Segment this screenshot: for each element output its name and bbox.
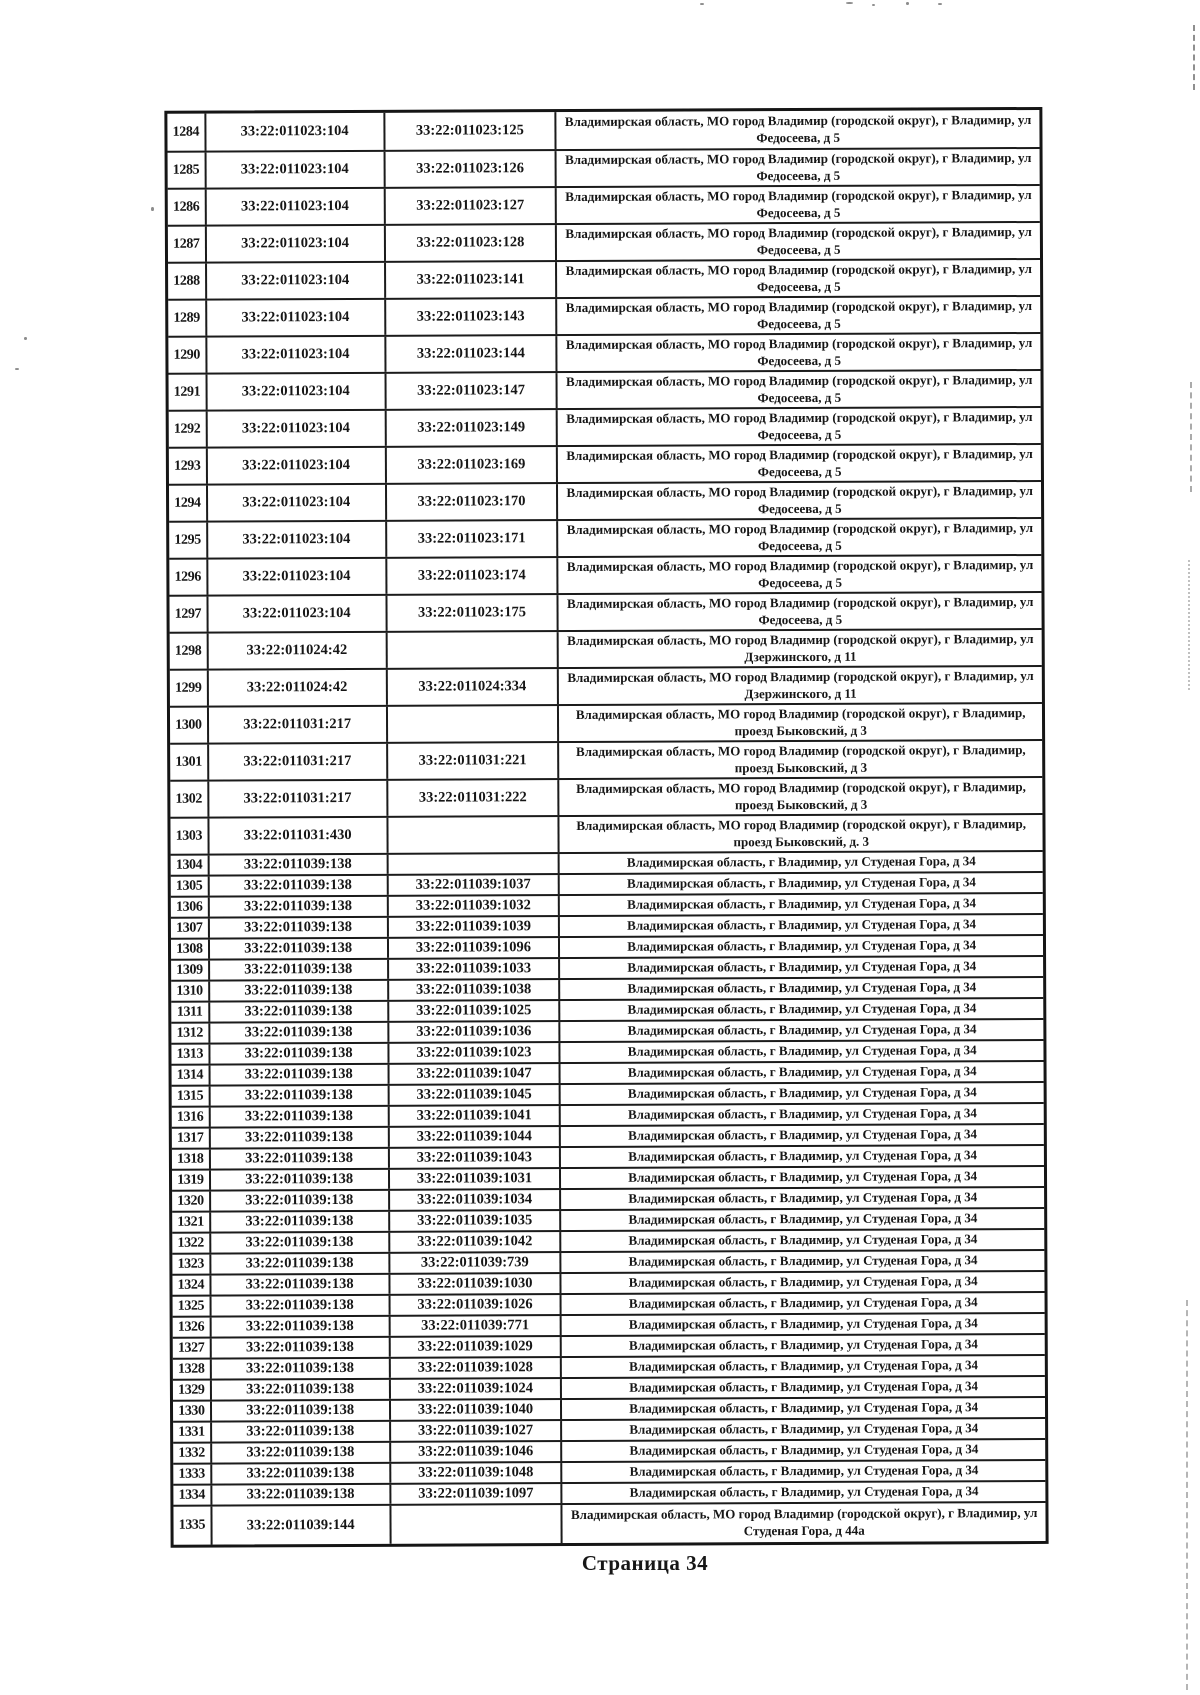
row-number-cell: 1296	[174, 569, 202, 585]
address-cell: Владимирская область, г Владимир, ул Студеная Гора, д 34	[559, 1167, 1044, 1188]
table-row	[172, 1144, 1044, 1169]
address-cell: Владимирская область, МО город Владимир (городской округ), г Владимир, ул Федосеева, д 5	[556, 334, 1041, 371]
parent-cadastral-cell: 33:22:011039:138	[210, 1380, 389, 1400]
table-row	[170, 665, 1042, 706]
table-row	[171, 1039, 1043, 1064]
table-row	[171, 934, 1043, 959]
parent-cadastral-cell: 33:22:011039:138	[210, 1359, 389, 1379]
table-row	[173, 1291, 1045, 1316]
row-number-cell: 1299	[175, 680, 202, 696]
parent-cadastral-cell: 33:22:011039:138	[209, 1275, 388, 1295]
address-cell: Владимирская область, г Владимир, ул Студеная Гора, д 34	[560, 1398, 1045, 1419]
child-cadastral-cell: 33:22:011039:1031	[388, 1169, 560, 1189]
parent-cadastral-cell: 33:22:011039:138	[209, 1317, 388, 1337]
child-cadastral-cell: 33:22:011023:169	[384, 447, 556, 483]
child-cadastral-cell: 33:22:011031:221	[386, 743, 558, 779]
table-row	[173, 1480, 1045, 1505]
row-number-cell: 1308	[176, 941, 203, 957]
parent-cadastral-cell: 33:22:011024:42	[207, 670, 386, 706]
table-row	[171, 850, 1043, 875]
table-row	[173, 1396, 1045, 1421]
scan-speck	[15, 368, 19, 370]
table-row	[171, 1018, 1043, 1043]
parent-cadastral-cell: 33:22:011023:104	[205, 411, 384, 447]
child-cadastral-cell: 33:22:011023:125	[383, 112, 555, 150]
table-row	[173, 1459, 1045, 1484]
row-number-cell: 1287	[173, 236, 200, 252]
address-cell: Владимирская область, МО город Владимир (городской округ), г Владимир, ул Федосеева, д 5	[555, 149, 1040, 186]
child-cadastral-cell: 33:22:011023:171	[385, 521, 557, 557]
parent-cadastral-cell: 33:22:011039:138	[209, 1254, 388, 1274]
parent-cadastral-cell: 33:22:011023:104	[206, 559, 385, 595]
address-cell: Владимирская область, МО город Владимир (городской округ), г Владимир, ул Федосеева, д 5	[555, 186, 1040, 223]
table-row	[172, 1207, 1044, 1232]
table-row	[172, 1228, 1044, 1253]
table-row	[172, 1081, 1044, 1106]
table-row	[173, 1375, 1045, 1400]
child-cadastral-cell: 33:22:011039:1034	[388, 1190, 560, 1210]
address-cell: Владимирская область, г Владимир, ул Студеная Гора, д 34	[559, 1020, 1044, 1041]
child-cadastral-cell: 33:22:011039:1039	[386, 917, 558, 937]
table-row	[172, 1060, 1044, 1085]
child-cadastral-cell: 33:22:011039:1048	[389, 1463, 561, 1483]
child-cadastral-cell	[389, 1505, 561, 1544]
row-number-cell: 1284	[172, 124, 200, 140]
address-cell: Владимирская область, МО город Владимир (городской округ), г Владимир, ул Дзержинского, д 11	[557, 667, 1042, 704]
parent-cadastral-cell: 33:22:011023:104	[204, 113, 383, 151]
table-row	[169, 517, 1041, 558]
address-cell: Владимирская область, г Владимир, ул Студеная Гора, д 34	[560, 1335, 1045, 1356]
table-row	[172, 1270, 1044, 1295]
address-cell: Владимирская область, МО город Владимир (городской округ), г Владимир, ул Федосеева, д 5	[556, 445, 1041, 482]
scan-speck	[151, 207, 154, 211]
address-cell: Владимирская область, МО город Владимир (городской округ), г Владимир, проезд Быковский, д 3	[558, 778, 1043, 815]
child-cadastral-cell: 33:22:011039:1041	[387, 1106, 559, 1126]
child-cadastral-cell: 33:22:011039:739	[388, 1253, 560, 1273]
row-number-cell: 1319	[177, 1172, 204, 1188]
address-cell: Владимирская область, МО город Владимир (городской округ), г Владимир, ул Федосеева, д 5	[557, 593, 1042, 630]
table-row	[172, 1165, 1044, 1190]
parent-cadastral-cell: 33:22:011023:104	[204, 152, 383, 188]
parent-cadastral-cell: 33:22:011039:138	[209, 1296, 388, 1316]
row-number-cell: 1291	[173, 384, 201, 400]
child-cadastral-cell: 33:22:011023:149	[384, 410, 556, 446]
parent-cadastral-cell: 33:22:011039:138	[207, 855, 386, 875]
table-row	[169, 406, 1041, 447]
child-cadastral-cell	[386, 854, 558, 874]
row-number-cell: 1295	[174, 532, 201, 548]
page-number: Страница 34	[581, 1551, 709, 1575]
parent-cadastral-cell: 33:22:011039:138	[210, 1464, 389, 1484]
child-cadastral-cell: 33:22:011039:1023	[387, 1043, 559, 1063]
address-cell: Владимирская область, г Владимир, ул Студеная Гора, д 34	[559, 999, 1044, 1020]
address-cell: Владимирская область, г Владимир, ул Студеная Гора, д 34	[559, 1062, 1044, 1083]
row-number-cell: 1300	[175, 717, 202, 733]
child-cadastral-cell: 33:22:011039:1025	[387, 1001, 559, 1021]
address-cell: Владимирская область, г Владимир, ул Студеная Гора, д 34	[560, 1356, 1045, 1377]
address-cell: Владимирская область, МО город Владимир (городской округ), г Владимир, проезд Быковский, д 3	[557, 704, 1042, 741]
row-number-cell: 1314	[176, 1067, 204, 1083]
table-row	[168, 184, 1040, 225]
parent-cadastral-cell: 33:22:011039:138	[210, 1485, 389, 1505]
table-row	[170, 739, 1042, 780]
parent-cadastral-cell: 33:22:011039:138	[210, 1401, 389, 1421]
child-cadastral-cell	[385, 632, 557, 668]
row-number-cell: 1323	[177, 1256, 205, 1272]
parent-cadastral-cell: 33:22:011023:104	[205, 300, 384, 336]
table-row	[168, 147, 1040, 188]
address-cell: Владимирская область, г Владимир, ул Студеная Гора, д 34	[559, 1188, 1044, 1209]
row-number-cell: 1321	[177, 1214, 204, 1230]
address-cell: Владимирская область, г Владимир, ул Студеная Гора, д 34	[560, 1209, 1045, 1230]
parent-cadastral-cell: 33:22:011039:144	[210, 1506, 389, 1545]
parent-cadastral-cell: 33:22:011023:104	[205, 226, 384, 262]
scan-speck	[906, 2, 909, 5]
child-cadastral-cell: 33:22:011039:1029	[388, 1337, 560, 1357]
row-number-cell: 1312	[176, 1025, 203, 1041]
table-row	[171, 892, 1043, 917]
address-cell: Владимирская область, г Владимир, ул Студеная Гора, д 34	[559, 1041, 1044, 1062]
table-body	[164, 107, 1048, 1548]
address-cell: Владимирская область, г Владимир, ул Студеная Гора, д 34	[558, 873, 1043, 894]
child-cadastral-cell: 33:22:011023:126	[383, 151, 555, 187]
parent-cadastral-cell: 33:22:011039:138	[208, 939, 387, 959]
child-cadastral-cell: 33:22:011023:141	[384, 262, 556, 298]
address-cell: Владимирская область, г Владимир, ул Студеная Гора, д 34	[558, 957, 1043, 978]
table-row	[172, 1249, 1044, 1274]
table-row	[170, 813, 1042, 854]
parent-cadastral-cell: 33:22:011039:138	[208, 1023, 387, 1043]
parent-cadastral-cell: 33:22:011039:138	[210, 1422, 389, 1442]
row-number-cell: 1292	[173, 421, 201, 437]
address-cell: Владимирская область, МО город Владимир (городской округ), г Владимир, ул Федосеева, д 5	[556, 482, 1041, 519]
table-row	[168, 221, 1040, 262]
parent-cadastral-cell: 33:22:011023:104	[206, 485, 385, 521]
child-cadastral-cell: 33:22:011023:128	[383, 225, 555, 261]
row-number-cell: 1329	[178, 1382, 205, 1398]
parent-cadastral-cell: 33:22:011031:430	[207, 818, 386, 854]
child-cadastral-cell: 33:22:011039:1046	[389, 1442, 561, 1462]
address-cell: Владимирская область, МО город Владимир (городской округ), г Владимир, проезд Быковский, д. 3	[558, 815, 1043, 852]
row-number-cell: 1305	[175, 878, 203, 894]
row-number-cell: 1333	[178, 1466, 205, 1482]
row-number-cell: 1324	[177, 1277, 205, 1293]
row-number-cell: 1327	[177, 1340, 205, 1356]
parent-cadastral-cell: 33:22:011039:138	[209, 1128, 388, 1148]
row-number-cell: 1315	[176, 1088, 204, 1104]
child-cadastral-cell: 33:22:011039:1043	[387, 1148, 559, 1168]
child-cadastral-cell: 33:22:011039:1030	[388, 1274, 560, 1294]
address-cell: Владимирская область, г Владимир, ул Студеная Гора, д 34	[559, 978, 1044, 999]
scan-artifact-line	[1186, 1300, 1188, 1690]
table-row	[168, 295, 1040, 336]
parent-cadastral-cell: 33:22:011023:104	[205, 337, 384, 373]
parent-cadastral-cell: 33:22:011023:104	[206, 522, 385, 558]
parent-cadastral-cell: 33:22:011039:138	[208, 960, 387, 980]
row-number-cell: 1334	[178, 1487, 206, 1503]
scan-speck	[24, 337, 27, 340]
row-number-cell: 1302	[175, 791, 202, 807]
child-cadastral-cell: 33:22:011039:1038	[387, 980, 559, 1000]
child-cadastral-cell: 33:22:011039:1024	[388, 1379, 560, 1399]
address-cell: Владимирская область, г Владимир, ул Студеная Гора, д 34	[558, 915, 1043, 936]
address-cell: Владимирская область, г Владимир, ул Студеная Гора, д 34	[560, 1230, 1045, 1251]
address-cell: Владимирская область, г Владимир, ул Студеная Гора, д 34	[559, 1146, 1044, 1167]
scan-artifact-line	[1190, 382, 1192, 492]
child-cadastral-cell: 33:22:011039:1036	[387, 1022, 559, 1042]
parent-cadastral-cell: 33:22:011023:104	[206, 448, 385, 484]
row-number-cell: 1320	[177, 1193, 204, 1209]
row-number-cell: 1306	[175, 899, 203, 915]
parent-cadastral-cell: 33:22:011023:104	[205, 374, 384, 410]
row-number-cell: 1326	[177, 1319, 205, 1335]
address-cell: Владимирская область, МО город Владимир (городской округ), г Владимир, ул Федосеева, д 5	[556, 297, 1041, 334]
table-row	[169, 591, 1041, 632]
child-cadastral-cell: 33:22:011023:170	[385, 484, 557, 520]
row-number-cell: 1288	[173, 273, 200, 289]
address-cell: Владимирская область, МО город Владимир (городской округ), г Владимир, ул Федосеева, д 5	[557, 519, 1042, 556]
table-row	[171, 955, 1043, 980]
child-cadastral-cell: 33:22:011039:1096	[387, 938, 559, 958]
address-cell: Владимирская область, г Владимир, ул Студеная Гора, д 34	[558, 894, 1043, 915]
parent-cadastral-cell: 33:22:011024:42	[206, 633, 385, 669]
child-cadastral-cell: 33:22:011039:1027	[389, 1421, 561, 1441]
scan-speck	[872, 4, 875, 6]
address-cell: Владимирская область, г Владимир, ул Студеная Гора, д 34	[561, 1461, 1046, 1482]
parent-cadastral-cell: 33:22:011023:104	[205, 263, 384, 299]
row-number-cell: 1318	[177, 1151, 204, 1167]
row-number-cell: 1332	[178, 1445, 205, 1461]
address-cell: Владимирская область, г Владимир, ул Студеная Гора, д 34	[559, 1083, 1044, 1104]
scan-artifact-line	[1188, 560, 1190, 690]
scan-speck	[700, 3, 704, 5]
parent-cadastral-cell: 33:22:011039:138	[208, 897, 387, 917]
table-row	[173, 1354, 1045, 1379]
child-cadastral-cell: 33:22:011039:771	[388, 1316, 560, 1336]
address-cell: Владимирская область, МО город Владимир (городской округ), г Владимир, ул Федосеева, д 5	[555, 260, 1040, 297]
scan-speck	[846, 2, 853, 4]
table-row	[171, 976, 1043, 1001]
table-row	[169, 554, 1041, 595]
row-number-cell: 1317	[176, 1130, 204, 1146]
parent-cadastral-cell: 33:22:011039:138	[209, 1338, 388, 1358]
address-cell: Владимирская область, МО город Владимир (городской округ), г Владимир, ул Федосеева, д 5	[556, 408, 1041, 445]
address-cell: Владимирская область, г Владимир, ул Студеная Гора, д 34	[560, 1377, 1045, 1398]
row-number-cell: 1307	[176, 920, 203, 936]
row-number-cell: 1290	[173, 347, 201, 363]
address-cell: Владимирская область, г Владимир, ул Студеная Гора, д 34	[561, 1440, 1046, 1461]
row-number-cell: 1316	[176, 1109, 204, 1125]
row-number-cell: 1311	[176, 1004, 203, 1020]
parent-cadastral-cell: 33:22:011039:138	[208, 1002, 387, 1022]
page-footer	[170, 1551, 1048, 1576]
parent-cadastral-cell: 33:22:011023:104	[204, 189, 383, 225]
address-cell: Владимирская область, г Владимир, ул Студеная Гора, д 34	[560, 1314, 1045, 1335]
child-cadastral-cell: 33:22:011023:175	[385, 595, 557, 631]
address-cell: Владимирская область, г Владимир, ул Студеная Гора, д 34	[560, 1293, 1045, 1314]
row-number-cell: 1303	[175, 828, 203, 844]
child-cadastral-cell: 33:22:011039:1047	[387, 1064, 559, 1084]
row-number-cell: 1309	[176, 962, 203, 978]
child-cadastral-cell: 33:22:011039:1028	[388, 1358, 560, 1378]
table-row	[169, 443, 1041, 484]
cadastral-table	[164, 107, 1048, 1548]
table-row	[173, 1438, 1045, 1463]
parent-cadastral-cell: 33:22:011039:138	[210, 1443, 389, 1463]
child-cadastral-cell: 33:22:011039:1033	[387, 959, 559, 979]
row-number-cell: 1325	[177, 1298, 205, 1314]
table-row	[169, 480, 1041, 521]
address-cell: Владимирская область, г Владимир, ул Студеная Гора, д 34	[558, 852, 1043, 873]
address-cell: Владимирская область, МО город Владимир (городской округ), г Владимир, ул Федосеева, д 5	[555, 223, 1040, 260]
row-number-cell: 1335	[178, 1517, 206, 1533]
address-cell: Владимирская область, г Владимир, ул Студеная Гора, д 34	[559, 1104, 1044, 1125]
address-cell: Владимирская область, МО город Владимир (городской округ), г Владимир, ул Федосеева, д 5	[555, 110, 1040, 149]
child-cadastral-cell: 33:22:011023:144	[384, 336, 556, 372]
table-row	[172, 1102, 1044, 1127]
child-cadastral-cell: 33:22:011039:1032	[386, 896, 558, 916]
row-number-cell: 1294	[174, 495, 201, 511]
address-cell: Владимирская область, г Владимир, ул Студеная Гора, д 34	[559, 1125, 1044, 1146]
row-number-cell: 1301	[175, 754, 202, 770]
table-row	[167, 110, 1039, 151]
parent-cadastral-cell: 33:22:011039:138	[208, 1086, 387, 1106]
table-row	[171, 871, 1043, 896]
table-row	[168, 332, 1040, 373]
parent-cadastral-cell: 33:22:011039:138	[208, 981, 387, 1001]
parent-cadastral-cell: 33:22:011039:138	[207, 876, 386, 896]
table-row	[173, 1501, 1045, 1545]
address-cell: Владимирская область, г Владимир, ул Студеная Гора, д 34	[561, 1482, 1046, 1503]
child-cadastral-cell	[386, 817, 558, 853]
row-number-cell: 1289	[173, 310, 200, 326]
parent-cadastral-cell: 33:22:011031:217	[207, 781, 386, 817]
address-cell: Владимирская область, МО город Владимир (городской округ), г Владимир, ул Студеная Гора, д 44а	[561, 1503, 1046, 1543]
child-cadastral-cell: 33:22:011039:1097	[389, 1484, 561, 1504]
address-cell: Владимирская область, г Владимир, ул Студеная Гора, д 34	[560, 1251, 1045, 1272]
row-number-cell: 1304	[175, 857, 203, 873]
address-cell: Владимирская область, г Владимир, ул Студеная Гора, д 34	[560, 1272, 1045, 1293]
child-cadastral-cell: 33:22:011039:1045	[387, 1085, 559, 1105]
table-row	[170, 702, 1042, 743]
parent-cadastral-cell: 33:22:011039:138	[208, 1107, 387, 1127]
parent-cadastral-cell: 33:22:011039:138	[208, 1065, 387, 1085]
address-cell: Владимирская область, МО город Владимир (городской округ), г Владимир, ул Федосеева, д 5	[557, 556, 1042, 593]
address-cell: Владимирская область, МО город Владимир (городской округ), г Владимир, ул Федосеева, д 5	[556, 371, 1041, 408]
parent-cadastral-cell: 33:22:011039:138	[209, 1149, 388, 1169]
table-row	[172, 1123, 1044, 1148]
row-number-cell: 1313	[176, 1046, 204, 1062]
parent-cadastral-cell: 33:22:011039:138	[208, 1044, 387, 1064]
parent-cadastral-cell: 33:22:011039:138	[209, 1212, 388, 1232]
table-row	[173, 1312, 1045, 1337]
scan-artifact-line	[1193, 25, 1195, 90]
table-row	[168, 258, 1040, 299]
address-cell: Владимирская область, МО город Владимир (городской округ), г Владимир, проезд Быковский, д 3	[557, 741, 1042, 778]
row-number-cell: 1330	[178, 1403, 205, 1419]
parent-cadastral-cell: 33:22:011031:217	[207, 744, 386, 780]
child-cadastral-cell: 33:22:011023:174	[385, 558, 557, 594]
child-cadastral-cell: 33:22:011024:334	[385, 669, 557, 705]
child-cadastral-cell: 33:22:011039:1040	[389, 1400, 561, 1420]
child-cadastral-cell: 33:22:011039:1035	[388, 1211, 560, 1231]
child-cadastral-cell: 33:22:011039:1044	[387, 1127, 559, 1147]
table-row	[173, 1417, 1045, 1442]
child-cadastral-cell: 33:22:011039:1037	[386, 875, 558, 895]
address-cell: Владимирская область, МО город Владимир (городской округ), г Владимир, ул Дзержинского, д 11	[557, 630, 1042, 667]
table-row	[173, 1333, 1045, 1358]
row-number-cell: 1298	[174, 643, 202, 659]
row-number-cell: 1293	[174, 458, 201, 474]
table-row	[169, 369, 1041, 410]
child-cadastral-cell: 33:22:011023:147	[384, 373, 556, 409]
child-cadastral-cell: 33:22:011023:143	[384, 299, 556, 335]
scan-speck	[938, 3, 942, 5]
parent-cadastral-cell: 33:22:011023:104	[206, 596, 385, 632]
child-cadastral-cell: 33:22:011039:1042	[388, 1232, 560, 1252]
row-number-cell: 1322	[177, 1235, 204, 1251]
row-number-cell: 1285	[172, 162, 200, 178]
child-cadastral-cell: 33:22:011031:222	[386, 780, 558, 816]
table-row	[170, 776, 1042, 817]
parent-cadastral-cell: 33:22:011039:138	[209, 1170, 388, 1190]
parent-cadastral-cell: 33:22:011039:138	[209, 1191, 388, 1211]
address-cell: Владимирская область, г Владимир, ул Студеная Гора, д 34	[558, 936, 1043, 957]
table-row	[170, 628, 1042, 669]
parent-cadastral-cell: 33:22:011031:217	[207, 707, 386, 743]
child-cadastral-cell: 33:22:011039:1026	[388, 1295, 560, 1315]
table-row	[172, 1186, 1044, 1211]
table-row	[171, 913, 1043, 938]
row-number-cell: 1297	[174, 606, 202, 622]
parent-cadastral-cell: 33:22:011039:138	[209, 1233, 388, 1253]
parent-cadastral-cell: 33:22:011039:138	[208, 918, 387, 938]
table-row	[171, 997, 1043, 1022]
row-number-cell: 1310	[176, 983, 203, 999]
child-cadastral-cell	[385, 706, 557, 742]
row-number-cell: 1286	[172, 199, 200, 215]
row-number-cell: 1331	[178, 1424, 205, 1440]
row-number-cell: 1328	[177, 1361, 205, 1377]
child-cadastral-cell: 33:22:011023:127	[383, 188, 555, 224]
address-cell: Владимирская область, г Владимир, ул Студеная Гора, д 34	[560, 1419, 1045, 1440]
